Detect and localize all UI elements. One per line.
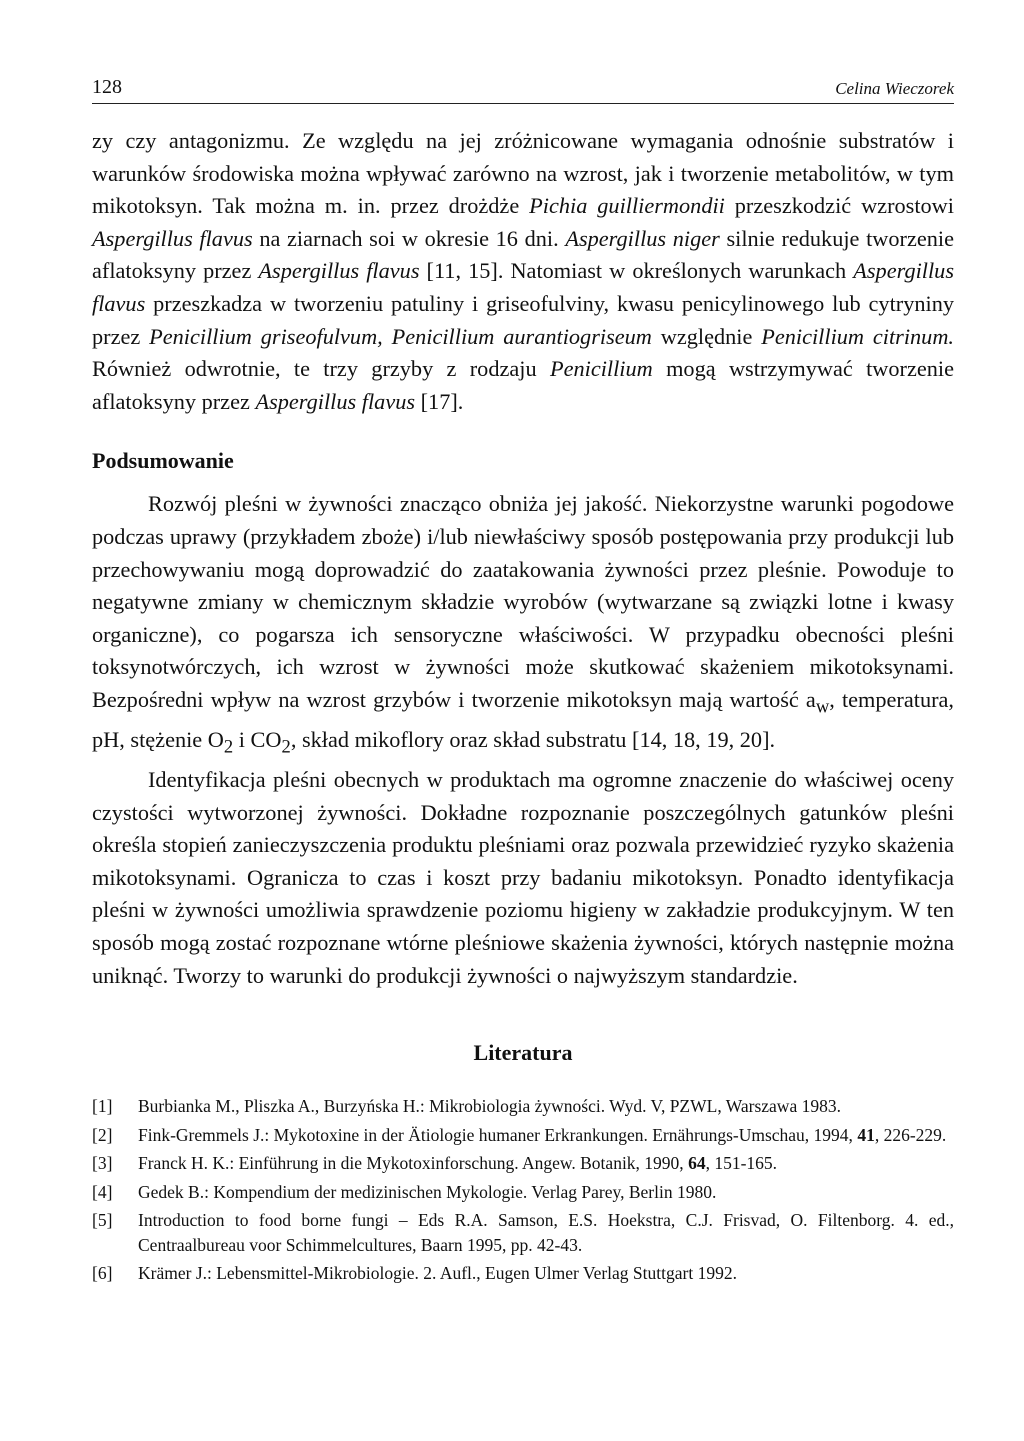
reference-text bbox=[138, 1180, 954, 1205]
volume-number: 64 bbox=[688, 1153, 706, 1174]
text-run: względnie bbox=[651, 323, 762, 349]
reference-item bbox=[92, 1208, 954, 1257]
reference-number: [3] bbox=[92, 1153, 113, 1174]
reference-item bbox=[92, 1123, 954, 1148]
page-number: 128 bbox=[92, 76, 122, 98]
reference-item bbox=[92, 1180, 954, 1205]
text-run: na ziarnach soi w okresie 16 dni. bbox=[252, 225, 566, 251]
section-title-podsumowanie: Podsumowanie bbox=[92, 448, 234, 474]
subscript: 2 bbox=[223, 736, 234, 758]
paragraph-summary-1 bbox=[92, 488, 954, 764]
text-run: Krämer J.: Lebensmittel-Mikrobiologie. 2. Aufl., Eugen Ulmer Verlag Stuttgart 1992. bbox=[138, 1263, 737, 1284]
text-run: [17]. bbox=[415, 388, 464, 414]
text-run: Identyfikacja pleśni obecnych w produktach ma ogromne znaczenie do właściwej oceny czystości wytworzonej żywności. Dokładne rozpoznanie poszczególnych gatunków pleśni określa stopień zanieczyszczenia produktu pleśniami oraz pozwala przewidzieć ryzyko skażenia mikotoksynami. Ogranicza to czas i koszt przy badaniu mikotoksyn. Ponadto identyfikacja pleśni w żywności umożliwia sprawdzenie poziomu higieny w zakładzie produkcyjnym. W ten sposób mogą zostać rozpoznane wtórne pleśniowe skażenia żywności, których następnie można uniknąć. Tworzy to warunki do produkcji żywności o najwyższym standardzie. bbox=[92, 767, 954, 988]
reference-text bbox=[138, 1123, 954, 1148]
text-run: i CO bbox=[233, 726, 282, 752]
text-run: Rozwój pleśni w żywności znacząco obniża jej jakość. Niekorzystne warunki pogodowe podczas uprawy (przykładem zboże) i/lub niewłaściwy sposób postępowania przy produkcji lub przechowywaniu mogą doprowadzić do zaatakowania żywności przez pleśnie. Powoduje to negatywne zmiany w chemicznym składzie wyrobów (wytwarzane są związki lotne i kwasy organiczne), co pogarsza ich sensoryczne właściwości. W przypadku obecności pleśni toksynotwórczych, ich wzrost w żywności może skutkować skażeniem mikotoksynami. Bezpośredni wpływ na wzrost grzybów i tworzenie mikotoksyn mają wartość a bbox=[92, 491, 954, 712]
reference-item bbox=[92, 1261, 954, 1286]
italic-term: Penicillium citrinum. bbox=[761, 323, 954, 349]
italic-term: Penicillium griseofulvum, Penicillium aurantiogriseum bbox=[149, 323, 652, 349]
text-run: , temperatura, pH, stężenie O bbox=[92, 686, 954, 752]
reference-text bbox=[138, 1094, 954, 1119]
text-run: , skład mikoflory oraz skład substratu [14, 18, 19, 20]. bbox=[290, 726, 776, 752]
italic-term: Penicillium bbox=[549, 356, 653, 382]
text-run: Burbianka M., Pliszka A., Burzyńska H.: Mikrobiologia żywności. Wyd. V, PZWL, Warszawa 1983. bbox=[138, 1096, 841, 1117]
italic-term: Aspergillus niger bbox=[565, 225, 720, 251]
volume-number: 41 bbox=[857, 1124, 875, 1145]
text-run: Introduction to food borne fungi – Eds R.A. Samson, E.S. Hoekstra, C.J. Frisvad, O. Filtenborg. 4. ed., Centraalbureau voor Schimmelcultures, Baarn 1995, pp. 42-43. bbox=[138, 1210, 954, 1255]
text-run: Gedek B.: Kompendium der medizinischen Mykologie. Verlag Parey, Berlin 1980. bbox=[138, 1181, 717, 1202]
reference-item bbox=[92, 1151, 954, 1176]
italic-term: Pichia guilliermondii bbox=[529, 193, 725, 219]
italic-term: Aspergillus flavus bbox=[258, 258, 420, 284]
reference-text bbox=[138, 1208, 954, 1257]
paragraph-summary-2 bbox=[92, 764, 954, 992]
reference-number: [1] bbox=[92, 1096, 113, 1117]
text-run: Franck H. K.: Einführung in die Mykotoxinforschung. Angew. Botanik, 1990, bbox=[138, 1153, 689, 1174]
subscript: 2 bbox=[281, 736, 291, 758]
reference-number: [5] bbox=[92, 1210, 113, 1231]
running-head bbox=[92, 76, 954, 104]
reference-number: [4] bbox=[92, 1181, 113, 1202]
text-run: Również odwrotnie, te trzy grzyby z rodzaju bbox=[92, 356, 550, 382]
literature-title: Literatura bbox=[473, 1040, 573, 1066]
text-run: , 151-165. bbox=[705, 1153, 778, 1174]
text-run: zy czy antagonizmu. Ze względu na jej zróżnicowane wymagania odnośnie substratów i warunków środowiska można wpływać zarówno na wzrost, jak i tworzenie metabolitów, w tym mikotoksyn. Tak można m. in. przez drożdże bbox=[92, 128, 954, 219]
subscript: w bbox=[815, 696, 830, 718]
running-head-author: Celina Wieczorek bbox=[835, 79, 954, 98]
reference-number: [6] bbox=[92, 1263, 113, 1284]
reference-list bbox=[92, 1094, 954, 1286]
text-run: przeszkadza w tworzeniu patuliny i griseofulviny, kwasu penicylinowego lub cytryniny przez bbox=[92, 290, 954, 349]
page bbox=[92, 76, 954, 1290]
italic-term: Aspergillus flavus bbox=[92, 258, 954, 316]
italic-term: Aspergillus flavus bbox=[255, 388, 416, 414]
reference-number: [2] bbox=[92, 1124, 113, 1145]
reference-item bbox=[92, 1094, 954, 1119]
reference-text bbox=[138, 1261, 954, 1286]
text-run: przeszkodzić wzrostowi bbox=[724, 193, 954, 219]
reference-text bbox=[138, 1151, 954, 1176]
italic-term: Aspergillus flavus bbox=[92, 225, 253, 251]
text-run: silnie redukuje tworzenie aflatoksyny przez bbox=[92, 225, 955, 284]
text-run: [11, 15]. Natomiast w określonych warunkach bbox=[419, 258, 854, 284]
text-run: Fink-Gremmels J.: Mykotoxine in der Ätiologie humaner Erkrankungen. Ernährungs-Umschau, 1994, bbox=[138, 1124, 858, 1145]
text-run: , 226-229. bbox=[874, 1124, 947, 1145]
paragraph-antagonism bbox=[92, 125, 954, 418]
text-run: mogą wstrzymywać tworzenie aflatoksyny przez bbox=[92, 356, 954, 414]
